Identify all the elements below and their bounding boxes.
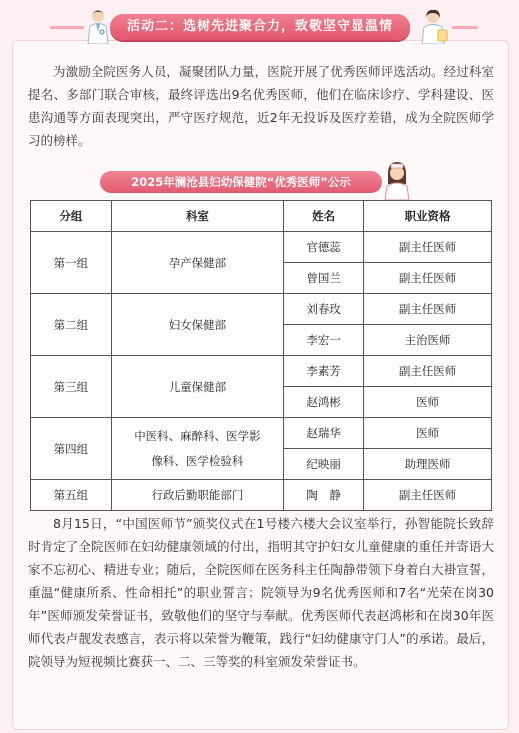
table-title-bar	[100, 171, 382, 193]
group-cell: 第三组	[31, 356, 112, 418]
dept-line-2: 像科、医学检验科	[151, 453, 244, 468]
closing-paragraph: 8月15日，“中国医师节”颁奖仪式在1号楼六楼大会议室举行，孙智能院长致辞时肯定了全院医师在妇幼健康领域的付出，指明其守护妇女儿童健康的重任并寄语大家不忘初心、精进专业；随后，全院医师在医务科主任陶静带领下身着白大褂宣誓，重温“健康所系、性命相托”的职业誓言；院领导为9名优秀医师和7名“光荣在岗30年”医师颁发荣誉证书，致敬他们的坚守与奉献。优秀医师代表赵鸿彬和在岗30年医师代表卢靓发表感言，表示将以荣誉为鞭策，践行“妇幼健康守门人”的承诺。最后，院领导为短视频比赛获一、二、三等奖的科室颁发荣誉证书。	[28, 516, 494, 669]
name-cell: 李宏一	[284, 325, 364, 356]
table-title: 2025年澜沧县妇幼保健院“优秀医师”公示	[131, 175, 351, 189]
dept-cell	[111, 418, 283, 480]
intro-paragraph: 为激励全院医务人员，凝聚团队力量，医院开展了优秀医师评选活动。经过科室提名、多部门联合审核，最终评选出9名优秀医师，他们在临床诊疗、学科建设、医患沟通等方面表现突出，严守医疗规范，近2年无投诉及医疗差错，成为全院医师学习的榜样。	[28, 64, 494, 148]
header-title: 活动二：选树先进聚合力，致敬坚守显温情	[126, 19, 393, 34]
qualification-cell: 副主任医师	[364, 263, 492, 294]
header-ribbon	[110, 14, 410, 40]
qualification-cell: 医师	[364, 418, 492, 449]
name-cell: 纪映丽	[284, 449, 364, 480]
qualification-cell: 医师	[364, 387, 492, 418]
table-row	[31, 356, 492, 387]
name-cell: 李素芳	[284, 356, 364, 387]
nurse-illustration-icon	[380, 160, 414, 200]
name-cell: 陶 静	[284, 480, 364, 511]
doctor-illustration-icon	[84, 8, 112, 44]
name-cell: 赵瑞华	[284, 418, 364, 449]
qualification-cell: 副主任医师	[364, 480, 492, 511]
dept-cell: 妇女保健部	[111, 294, 283, 356]
qualification-cell: 副主任医师	[364, 232, 492, 263]
dept-cell: 儿童保健部	[111, 356, 283, 418]
dept-cell: 孕产保健部	[111, 232, 283, 294]
female-doctor-illustration-icon	[416, 8, 450, 44]
name-cell: 赵鸿彬	[284, 387, 364, 418]
qualification-cell: 副主任医师	[364, 356, 492, 387]
qualification-cell: 主治医师	[364, 325, 492, 356]
header-left-bar	[50, 26, 84, 29]
qualification-cell: 副主任医师	[364, 294, 492, 325]
group-cell: 第四组	[31, 418, 112, 480]
header-right-bar	[452, 26, 478, 29]
table-row	[31, 232, 492, 263]
dept-cell: 行政后勤职能部门	[111, 480, 283, 511]
excellent-doctor-table	[30, 200, 492, 511]
col-title-header: 职业资格	[364, 201, 492, 232]
table-row	[31, 418, 492, 449]
dept-line-1: 中医科、麻醉科、医学影	[134, 428, 261, 443]
col-name-header: 姓名	[284, 201, 364, 232]
col-dept-header: 科室	[111, 201, 283, 232]
section-header	[50, 8, 470, 46]
name-cell: 刘春玫	[284, 294, 364, 325]
table-row	[31, 480, 492, 511]
group-cell: 第五组	[31, 480, 112, 511]
group-cell: 第二组	[31, 294, 112, 356]
doctor-table-wrapper	[30, 200, 492, 505]
table-row	[31, 294, 492, 325]
name-cell: 官德蕊	[284, 232, 364, 263]
group-cell: 第一组	[31, 232, 112, 294]
name-cell: 曾国兰	[284, 263, 364, 294]
qualification-cell: 助理医师	[364, 449, 492, 480]
table-header-row	[31, 201, 492, 232]
col-group-header: 分组	[31, 201, 112, 232]
